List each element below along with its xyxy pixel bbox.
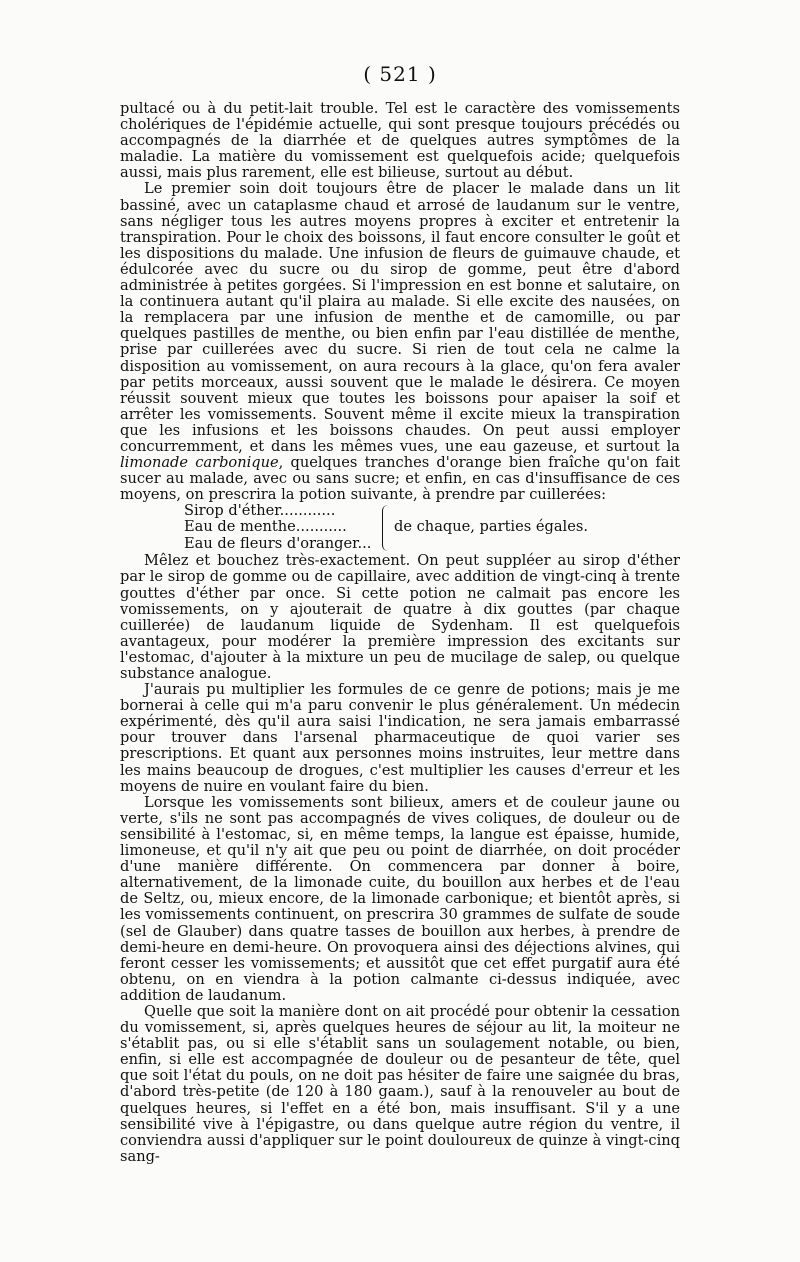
paragraph-text: pultacé ou à du petit-lait trouble. Tel est le caractère des vomissements cholériques de l'épidémie actuelle, qui sont presque toujours précédés ou accompagnés de la diarrhée et de quelques autres symptômes de la maladie. La matière du vomissement est quelquefois acide; quelquefois aussi, mais plus rarement, elle est bilieuse, surtout au début. [120,100,680,182]
paragraph-text: Lorsque les vomissements sont bilieux, amers et de couleur jaune ou verte, s'ils ne sont pas accompagnés de vives coliques, de douleur ou de sensibilité à l'estomac, si, en même temps, la langue est épaisse, humide, limoneuse, et qu'il n'y ait que peu ou point de diarrhée, on doit procéder d'une manière différente. On commencera par donner à boire, alternativement, de la limonade cuite, du bouillon aux herbes et de l'eau de Seltz, ou, mieux encore, de la limonade carbonique; et bientôt après, si les vomissements continuent, on prescrira 30 grammes de sulfate de soude (sel de Glauber) dans quatre tasses de bouillon aux herbes, à prendre de demi-heure en demi-heure. On provoquera ainsi des déjections alvines, qui feront cesser les vomissements; et aussitôt que cet effet purgatif aura été obtenu, on en viendra à la potion calmante ci-dessus indiquée, avec addition de laudanum. [120,793,680,1004]
paragraph-2 [120,181,680,503]
recipe-ingredient: Eau de menthe........... [184,518,347,536]
recipe-formula [120,503,680,553]
paragraph-4 [120,682,680,795]
paragraph-text: Quelle que soit la manière dont on ait procédé pour obtenir la cessation du vomissement, si, après quelques heures de séjour au lit, la moiteur ne s'établit pas, ou si elle s'établit sans un soulagement notable, ou bien, enfin, si elle est accompagnée de douleur ou de pesanteur de tête, quel que soit l'état du pouls, on ne doit pas hésiter de faire une saignée du bras, d'abord très-petite (de 120 à 180 gaam.), sauf à la renouveler au bout de quelques heures, si l'effet en a été bon, mais insuffisant. S'il y a une sensibilité vive à l'épigastre, ou dans quelque autre région du ventre, il conviendra aussi d'appliquer sur le point douloureux de quinze à vingt-cinq sang- [120,1002,680,1165]
paragraph-text: J'aurais pu multiplier les formules de ce genre de potions; mais je me bornerai à celle qui m'a paru convenir le plus généralement. Un médecin expérimenté, dès qu'il aura saisi l'indication, ne sera jamais embarrassé pour trouver dans l'arsenal pharmaceutique de quoi varier ses prescriptions. Et quant aux personnes moins instruites, leur mettre dans les mains beaucoup de drogues, c'est multiplier les causes d'erreur et les moyens de nuire en voulant faire du bien. [120,681,680,795]
paragraph-6 [120,1004,680,1165]
recipe-dose: de chaque, parties égales. [394,518,588,536]
brace-mark [382,505,391,551]
paragraph-1 [120,101,680,181]
paragraph-text: , quelques tranches d'orange bien fraîche qu'on fait sucer au malade, avec ou sans sucre; et enfin, en cas d'insuffisance de ces moyens, on prescrira la potion suivante, à prendre par cuillerées: [120,454,680,504]
page-number: ( 521 ) [363,62,437,86]
paragraph-5 [120,795,680,1004]
italic-term: limonade carbonique [120,454,279,472]
body-text [120,101,680,1165]
recipe-ingredient: Sirop d'éther............ [184,502,336,520]
recipe-ingredient: Eau de fleurs d'oranger... [184,534,372,552]
paragraph-text: Le premier soin doit toujours être de placer le malade dans un lit bassiné, avec un cataplasme chaud et arrosé de laudanum sur le ventre, sans négliger tous les autres moyens propres à exciter et entretenir la transpiration. Pour le choix des boissons, il faut encore consulter le goût et les dispositions du malade. Une infusion de fleurs de guimauve chaude, et édulcorée avec du sucre ou du sirop de gomme, peut être d'abord administrée à petites gorgées. Si l'impression en est bonne et salutaire, on la continuera autant qu'il plaira au malade. Si elle excite des nausées, on la remplacera par une infusion de menthe et de camomille, ou par quelques pastilles de menthe, ou bien enfin par l'eau distillée de menthe, prise par cuillerées avec du sucre. Si rien de tout cela ne calme la disposition au vomissement, on aura recours à la glace, qu'on fera avaler par petits morceaux, aussi souvent que le malade le désirera. Ce moyen réussit souvent mieux que toutes les boissons pour apaiser la soif et arrêter les vomissements. Souvent même il excite mieux la transpiration que les infusions et les boissons chaudes. On peut aussi employer concurremment, et dans les mêmes vues, une eau gazeuse, et surtout la [120,180,680,455]
paragraph-text: Mêlez et bouchez très-exactement. On peut suppléer au sirop d'éther par le sirop de gomme ou de capillaire, avec addition de vingt-cinq à trente gouttes d'éther par once. Si cette potion ne calmait pas encore les vomissements, on y ajouterait de quatre à dix gouttes (par chaque cuillerée) de laudanum liquide de Sydenham. Il est quelquefois avantageux, pour modérer la première impression des excitants sur l'estomac, d'ajouter à la mixture un peu de mucilage de salep, ou quelque substance analogue. [120,552,680,682]
paragraph-3 [120,553,680,682]
